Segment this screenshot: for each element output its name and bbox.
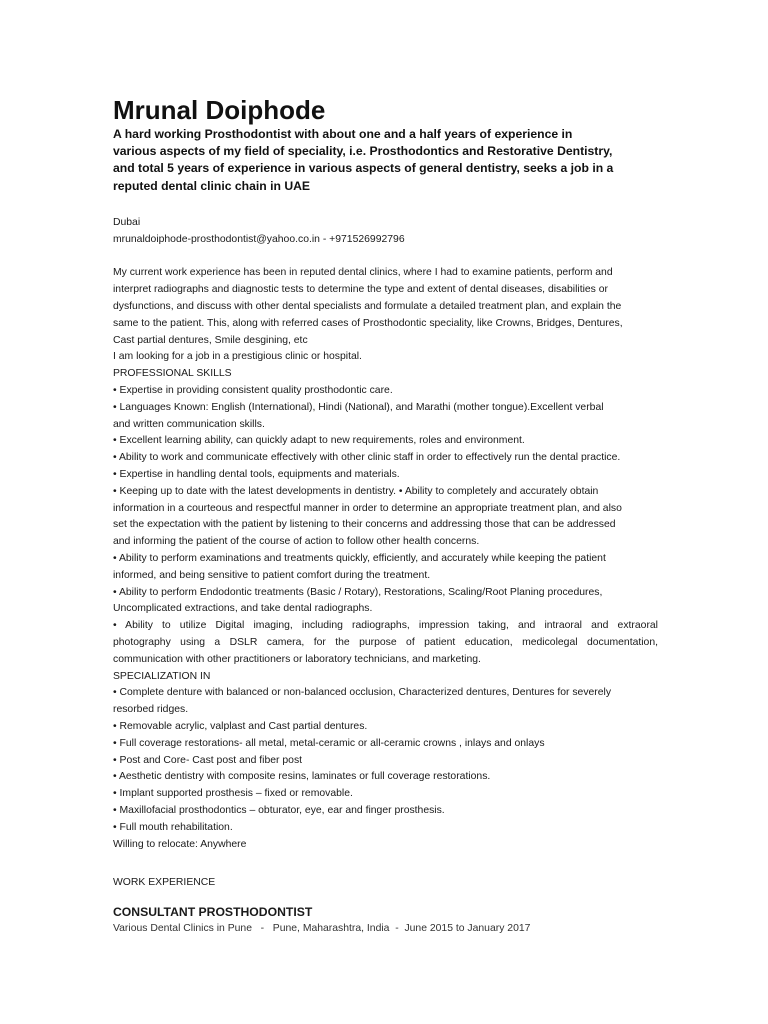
- job-title: CONSULTANT PROSTHODONTIST: [113, 905, 313, 920]
- specialization-line: • Complete denture with balanced or non-balanced occlusion, Characterized dentures, Dentures for severely: [113, 687, 612, 699]
- summary-line: various aspects of my field of speciality, i.e. Prosthodontics and Restorative Dentistry,: [113, 144, 613, 159]
- specialization-list: [113, 685, 658, 836]
- job-details: Various Dental Clinics in Pune - Pune, Maharashtra, India - June 2015 to January 2017: [113, 923, 531, 935]
- candidate-name: Mrunal Doiphode: [113, 95, 326, 125]
- specialization-line: • Maxillofacial prosthodontics – obturator, eye, ear and finger prosthesis.: [113, 804, 445, 816]
- relocation-preference: Willing to relocate: Anywhere: [113, 838, 247, 850]
- specialization-line: • Implant supported prosthesis – fixed or removable.: [113, 788, 353, 800]
- skill-line: • Expertise in handling dental tools, equipments and materials.: [113, 468, 400, 480]
- skill-line: • Languages Known: English (International), Hindi (National), and Marathi (mother tongue).Excellent verbal: [113, 401, 604, 413]
- summary-line: A hard working Prosthodontist with about one and a half years of experience in: [113, 127, 573, 141]
- intro-line: same to the patient. This, along with referred cases of Prosthodontic speciality, like Crowns, Bridges, Dentures,: [113, 317, 623, 329]
- specialization-line: resorbed ridges.: [113, 704, 189, 716]
- resume-body: [113, 265, 658, 853]
- resume-page: [113, 94, 658, 937]
- specialization-line: • Aesthetic dentistry with composite resins, laminates or full coverage restorations.: [113, 771, 491, 783]
- skill-line: • Ability to utilize Digital imaging, including radiographs, impression taking, and intraoral and extraoral: [113, 620, 658, 632]
- skill-line: informed, and being sensitive to patient comfort during the treatment.: [113, 569, 431, 581]
- intro-line: dysfunctions, and discuss with other dental specialists and formulate a detailed treatment plan, and explain the: [113, 301, 622, 312]
- skill-line: • Keeping up to date with the latest developments in dentistry. • Ability to completely and accurately obtain: [113, 485, 599, 497]
- skill-line: • Ability to perform Endodontic treatments (Basic / Rotary), Restorations, Scaling/Root Planing procedures,: [113, 586, 603, 598]
- location: Dubai: [113, 216, 141, 228]
- specialization-line: • Removable acrylic, valplast and Cast partial dentures.: [113, 720, 368, 732]
- skill-line: and informing the patient of the course of action to follow other health concerns.: [113, 536, 480, 548]
- professional-skills-heading: PROFESSIONAL SKILLS: [113, 368, 232, 380]
- skill-line: • Ability to work and communicate effectively with other clinic staff in order to effectively run the dental practice.: [113, 452, 621, 464]
- intro-line: interpret radiographs and diagnostic tests to determine the type and extent of dental diseases, disabilities or: [113, 284, 609, 296]
- skill-line: information in a courteous and respectful manner in order to determine an appropriate treatment plan, and also: [113, 502, 622, 514]
- work-experience-heading: WORK EXPERIENCE: [113, 877, 216, 889]
- skills-list: [113, 383, 658, 669]
- intro-line: My current work experience has been in reputed dental clinics, where I had to examine patients, perform and: [113, 267, 613, 279]
- skill-line: communication with other practitioners or laboratory technicians, and marketing.: [113, 653, 481, 665]
- specialization-line: • Full coverage restorations- all metal, metal-ceramic or all-ceramic crowns , inlays and onlays: [113, 737, 545, 749]
- skill-line: photography using a DSLR camera, for the purpose of patient education, medicolegal documentation,: [113, 636, 658, 648]
- summary-line: and total 5 years of experience in various aspects of general dentistry, seeks a job in a: [113, 161, 614, 176]
- career-summary: [113, 126, 658, 195]
- email-phone: mrunaldoiphode-prosthodontist@yahoo.co.in - +971526992796: [113, 233, 405, 245]
- skill-line: • Ability to perform examinations and treatments quickly, efficiently, and accurately while keeping the patient: [113, 552, 606, 564]
- summary-line: reputed dental clinic chain in UAE: [113, 178, 311, 193]
- skill-line: set the expectation with the patient by listening to their concerns and addressing those that can be addressed: [113, 519, 616, 531]
- specialization-line: • Full mouth rehabilitation.: [113, 821, 233, 833]
- specialization-heading: SPECIALIZATION IN: [113, 670, 211, 682]
- skill-line: Uncomplicated extractions, and take dental radiographs.: [113, 603, 373, 615]
- intro-line: Cast partial dentures, Smile desgining, etc: [113, 334, 308, 346]
- skill-line: • Excellent learning ability, can quickly adapt to new requirements, roles and environment.: [113, 435, 525, 447]
- skill-line: and written communication skills.: [113, 418, 265, 430]
- skill-line: • Expertise in providing consistent quality prosthodontic care.: [113, 384, 393, 396]
- contact-block: [113, 215, 658, 249]
- specialization-line: • Post and Core- Cast post and fiber post: [113, 754, 303, 766]
- intro-paragraph: [113, 265, 658, 366]
- intro-line: I am looking for a job in a prestigious clinic or hospital.: [113, 351, 362, 363]
